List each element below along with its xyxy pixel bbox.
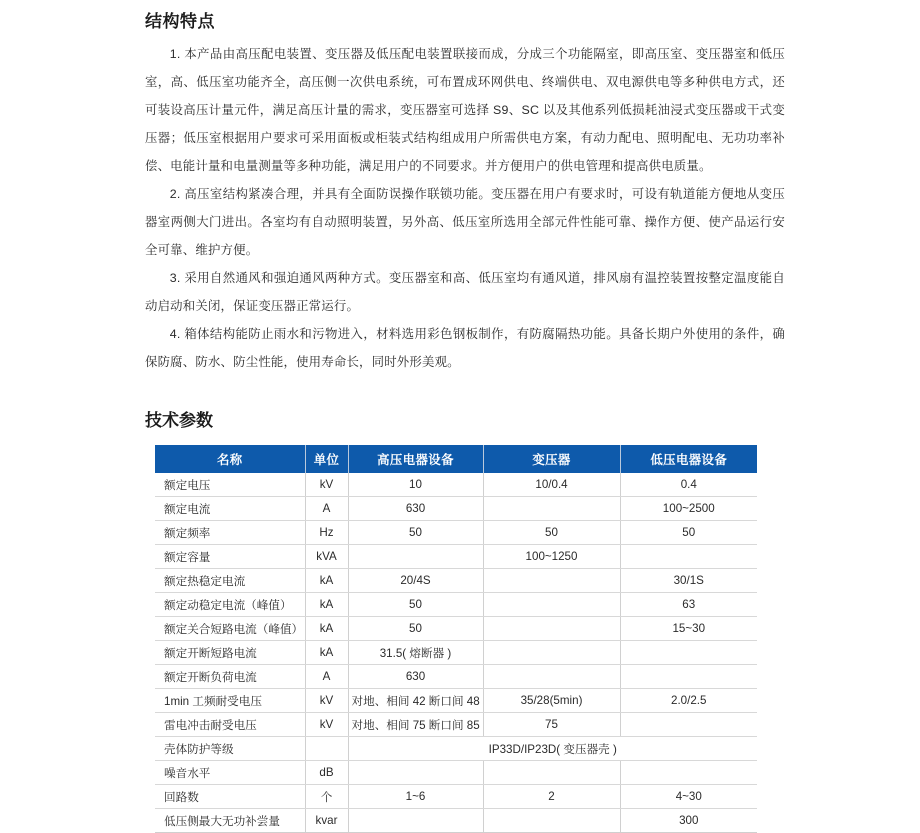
table-row [155, 545, 757, 569]
cell-transformer-value: 100~1250 [483, 545, 620, 569]
cell-lv-value [620, 665, 757, 689]
cell-unit: A [305, 665, 348, 689]
cell-transformer-value: 10/0.4 [483, 473, 620, 497]
cell-transformer-value [483, 617, 620, 641]
cell-parameter-name: 1min 工频耐受电压 [155, 689, 305, 713]
cell-unit: Hz [305, 521, 348, 545]
cell-unit: kV [305, 713, 348, 737]
cell-parameter-name: 雷电冲击耐受电压 [155, 713, 305, 737]
structure-paragraph-1: 1. 本产品由高压配电装置、变压器及低压配电装置联接而成，分成三个功能隔室，即高压室、变压器室和低压室，高、低压室功能齐全，高压侧一次供电系统，可布置成环网供电、终端供电、双电源供电等多种供电方式，还可装设高压计量元件，满足高压计量的需求，变压器室可选择 S9、SC 以及其他系列低损耗油浸式变压器或干式变压器；低压室根据用户要求可采用面板或柜装式结构组成用户所需供电方案，有动力配电、照明配电、无功功率补偿、电能计量和电量测量等多种功能，满足用户的不同要求。并方便用户的供电管理和提高供电质量。 [145, 46, 785, 173]
cell-transformer-value [483, 761, 620, 785]
cell-transformer-value [483, 569, 620, 593]
table-header-row [155, 445, 757, 473]
cell-parameter-name: 低压侧最大无功补尝量 [155, 809, 305, 833]
table-row [155, 665, 757, 689]
table-row [155, 641, 757, 665]
cell-lv-value: 30/1S [620, 569, 757, 593]
cell-lv-value [620, 761, 757, 785]
structure-paragraph-3: 3. 采用自然通风和强迫通风两种方式。变压器室和高、低压室均有通风道，排风扇有温控装置按整定温度能自动启动和关闭，保证变压器正常运行。 [145, 270, 785, 313]
table-row [155, 689, 757, 713]
cell-unit: kA [305, 593, 348, 617]
cell-hv-value: 20/4S [348, 569, 483, 593]
cell-parameter-name: 回路数 [155, 785, 305, 809]
cell-lv-value: 63 [620, 593, 757, 617]
cell-parameter-name: 额定频率 [155, 521, 305, 545]
cell-parameter-name: 额定电流 [155, 497, 305, 521]
cell-parameter-name: 噪音水平 [155, 761, 305, 785]
table-row [155, 761, 757, 785]
cell-lv-value [620, 641, 757, 665]
cell-transformer-value: 50 [483, 521, 620, 545]
cell-unit [305, 737, 348, 761]
cell-unit: kA [305, 641, 348, 665]
cell-spanning-value: IP33D/IP23D( 变压器壳 ) [348, 737, 757, 761]
cell-unit: kV [305, 689, 348, 713]
cell-unit: kVA [305, 545, 348, 569]
cell-hv-value [348, 545, 483, 569]
cell-lv-value: 15~30 [620, 617, 757, 641]
table-row [155, 713, 757, 737]
cell-parameter-name: 额定开断短路电流 [155, 641, 305, 665]
cell-lv-value [620, 713, 757, 737]
cell-unit: kA [305, 617, 348, 641]
cell-hv-value: 50 [348, 617, 483, 641]
table-row [155, 617, 757, 641]
cell-transformer-value [483, 593, 620, 617]
cell-hv-value [348, 761, 483, 785]
table-body [155, 473, 757, 833]
cell-hv-value: 50 [348, 593, 483, 617]
cell-unit: dB [305, 761, 348, 785]
cell-hv-value: 对地、相间 42 断口间 48 [348, 689, 483, 713]
column-header-unit: 单位 [305, 445, 348, 473]
cell-lv-value: 4~30 [620, 785, 757, 809]
column-header-transformer: 变压器 [483, 445, 620, 473]
table-row [155, 785, 757, 809]
cell-lv-value: 0.4 [620, 473, 757, 497]
table-header [155, 445, 757, 473]
table-row [155, 497, 757, 521]
cell-hv-value: 1~6 [348, 785, 483, 809]
table-row [155, 593, 757, 617]
cell-transformer-value: 2 [483, 785, 620, 809]
cell-lv-value: 2.0/2.5 [620, 689, 757, 713]
cell-parameter-name: 额定容量 [155, 545, 305, 569]
cell-unit: kvar [305, 809, 348, 833]
cell-hv-value: 630 [348, 497, 483, 521]
cell-parameter-name: 额定热稳定电流 [155, 569, 305, 593]
cell-transformer-value [483, 497, 620, 521]
cell-parameter-name: 额定开断负荷电流 [155, 665, 305, 689]
cell-unit: kA [305, 569, 348, 593]
structure-paragraph-2: 2. 高压室结构紧凑合理，并具有全面防误操作联锁功能。变压器在用户有要求时，可设有轨道能方便地从变压器室两侧大门进出。各室均有自动照明装置，另外高、低压室所选用全部元件性能可靠、操作方便、使产品运行安全可靠、维护方便。 [145, 186, 785, 257]
cell-hv-value: 10 [348, 473, 483, 497]
cell-parameter-name: 额定关合短路电流（峰值） [155, 617, 305, 641]
table-row [155, 737, 757, 761]
cell-transformer-value: 75 [483, 713, 620, 737]
cell-parameter-name: 壳体防护等级 [155, 737, 305, 761]
cell-lv-value: 300 [620, 809, 757, 833]
cell-lv-value: 100~2500 [620, 497, 757, 521]
cell-hv-value: 31.5( 熔断器 ) [348, 641, 483, 665]
technical-parameters-table [155, 445, 757, 833]
table-row [155, 521, 757, 545]
table-row [155, 809, 757, 833]
cell-hv-value: 50 [348, 521, 483, 545]
cell-hv-value: 对地、相间 75 断口间 85 [348, 713, 483, 737]
table-row [155, 473, 757, 497]
column-header-name: 名称 [155, 445, 305, 473]
cell-lv-value: 50 [620, 521, 757, 545]
cell-transformer-value [483, 809, 620, 833]
cell-parameter-name: 额定电压 [155, 473, 305, 497]
cell-lv-value [620, 545, 757, 569]
cell-parameter-name: 额定动稳定电流（峰值） [155, 593, 305, 617]
column-header-hv-equipment: 高压电器设备 [348, 445, 483, 473]
cell-transformer-value [483, 641, 620, 665]
cell-unit: A [305, 497, 348, 521]
table-row [155, 569, 757, 593]
cell-transformer-value [483, 665, 620, 689]
tech-section-heading: 技术参数 [145, 410, 213, 430]
column-header-lv-equipment: 低压电器设备 [620, 445, 757, 473]
structure-paragraph-4: 4. 箱体结构能防止雨水和污物进入，材料选用彩色钢板制作，有防腐隔热功能。具备长期户外使用的条件，确保防腐、防水、防尘性能，使用寿命长，同时外形美观。 [145, 326, 785, 369]
structure-section-heading: 结构特点 [145, 12, 215, 31]
cell-transformer-value: 35/28(5min) [483, 689, 620, 713]
cell-hv-value [348, 809, 483, 833]
document-content [145, 0, 785, 833]
cell-unit: 个 [305, 785, 348, 809]
cell-unit: kV [305, 473, 348, 497]
cell-hv-value: 630 [348, 665, 483, 689]
